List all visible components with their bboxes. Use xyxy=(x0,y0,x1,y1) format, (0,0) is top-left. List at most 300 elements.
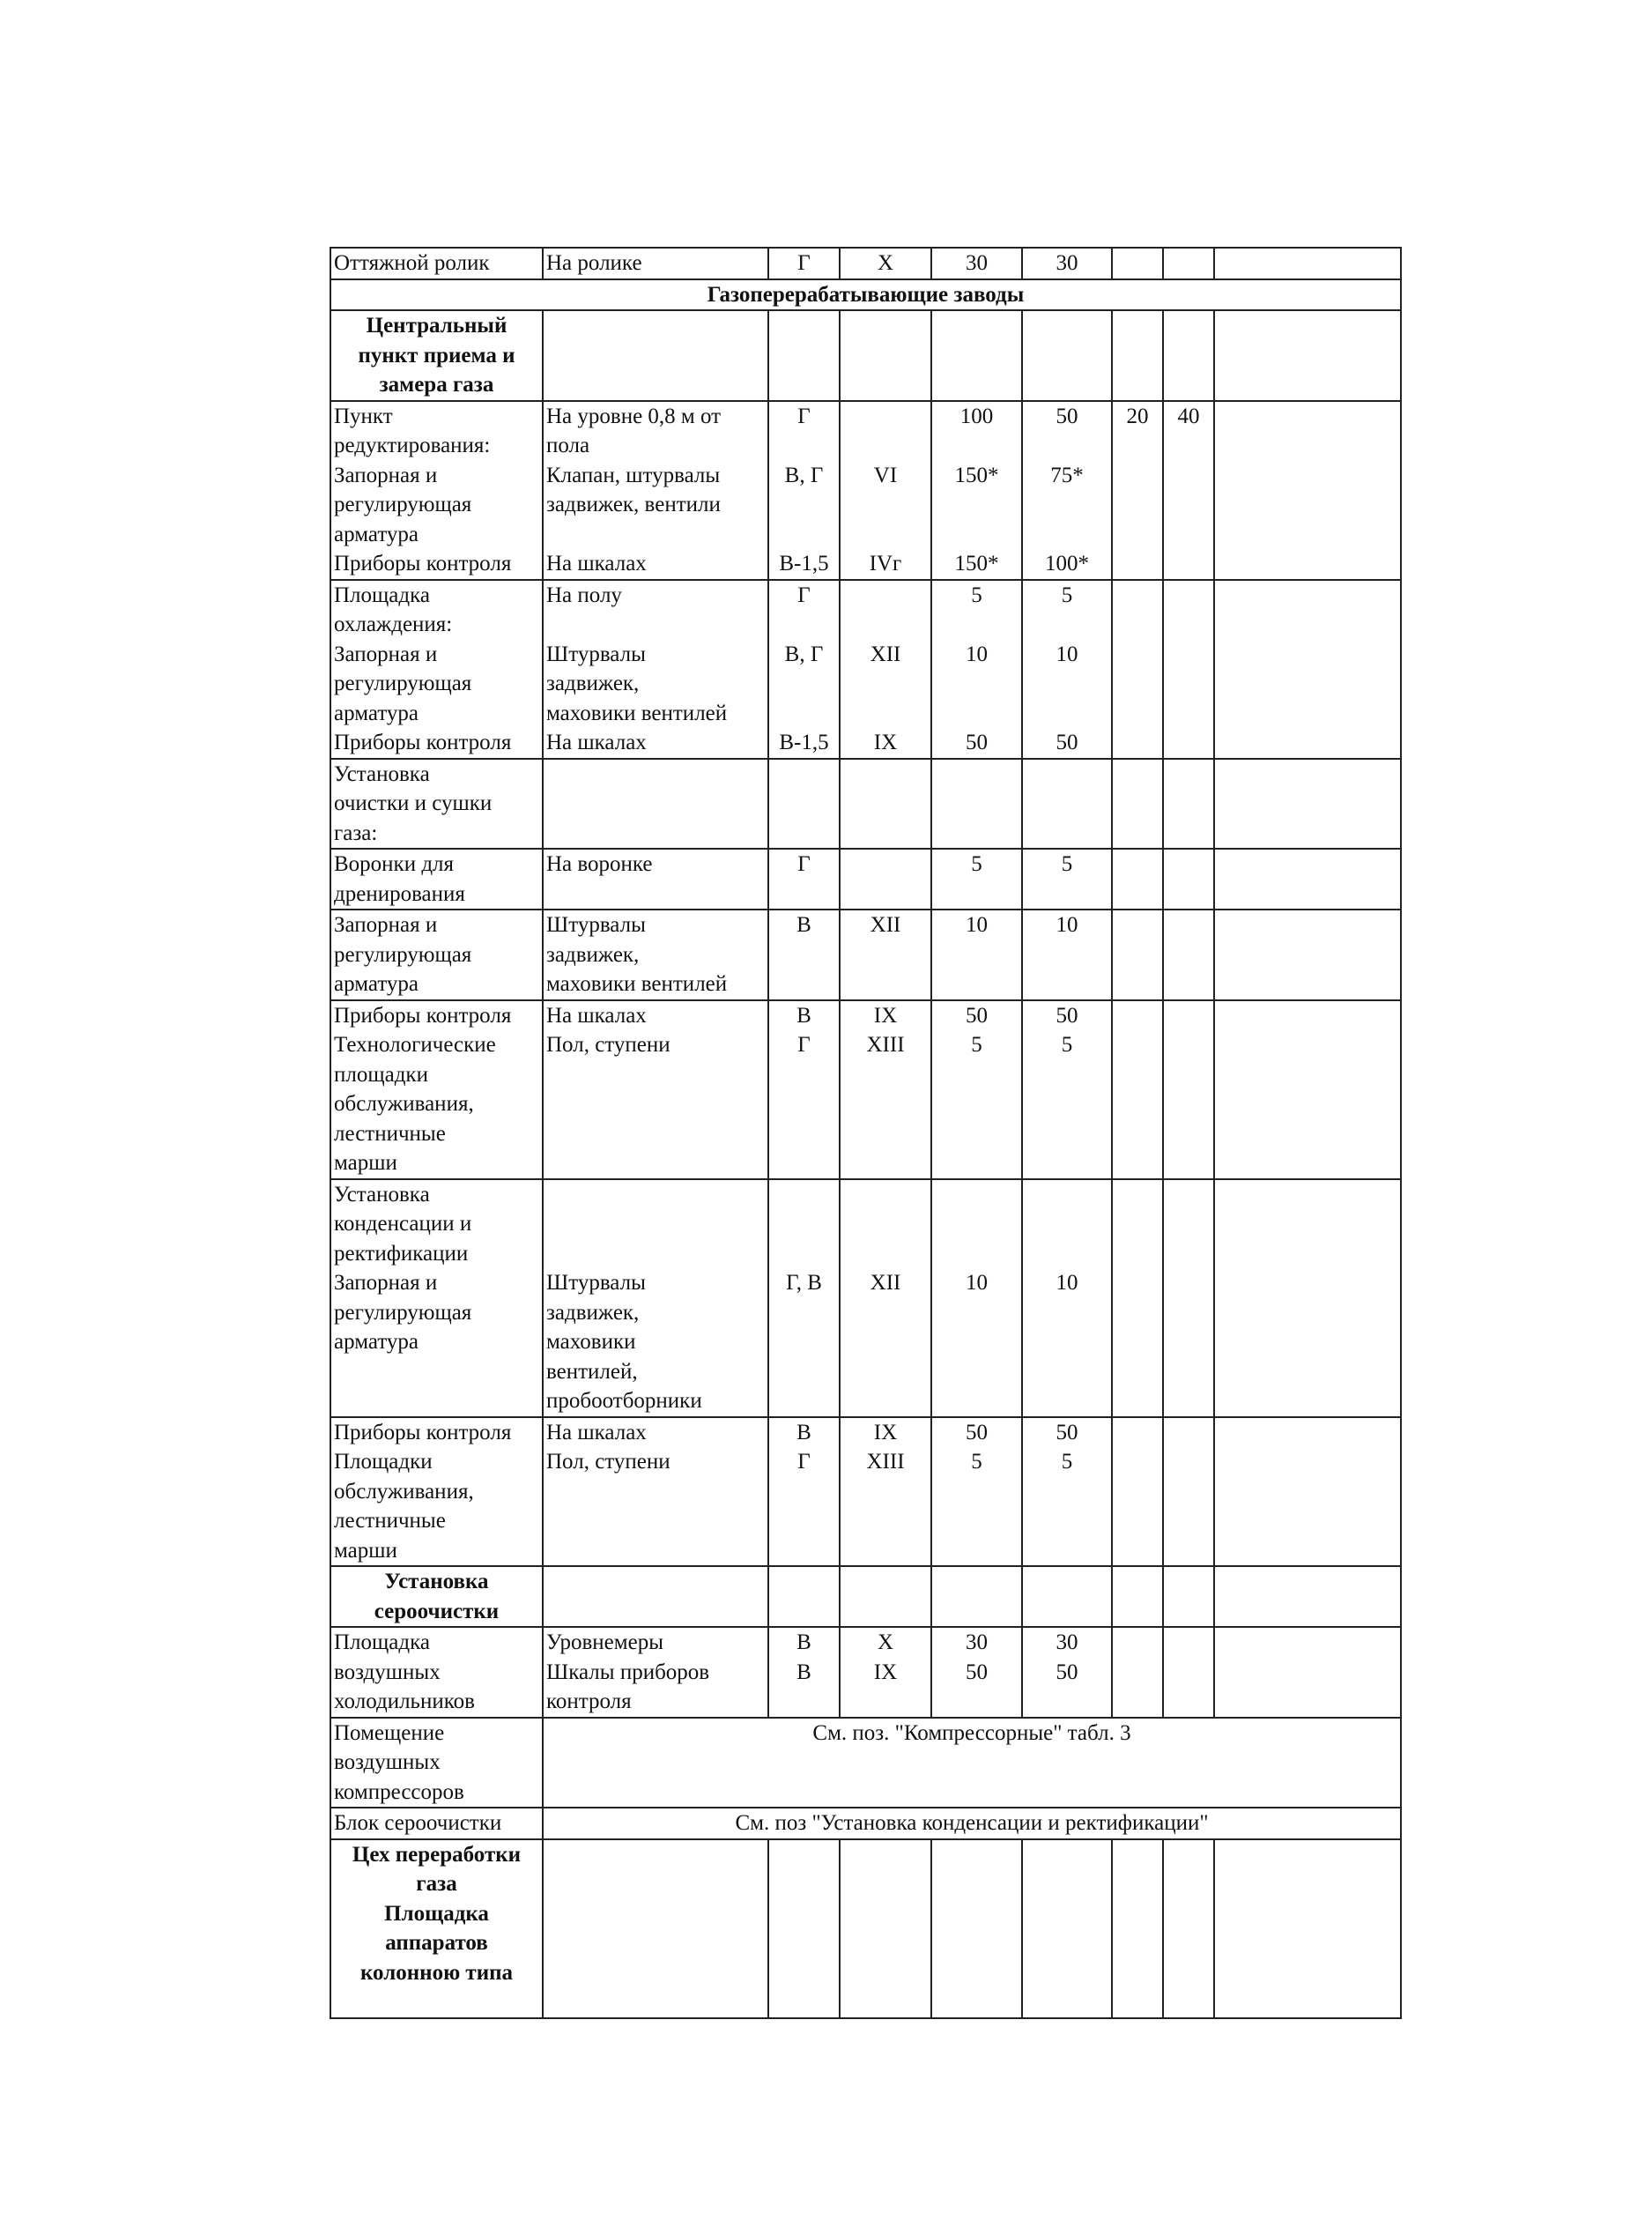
cell-line: XII xyxy=(870,1271,901,1295)
cell-line xyxy=(1026,520,1108,550)
cell-category xyxy=(840,401,931,580)
cell-line: XIII xyxy=(866,1033,905,1057)
cell-value-b xyxy=(1022,1417,1112,1567)
cell-line: 50 xyxy=(966,1660,988,1684)
cell-surface xyxy=(543,1627,768,1718)
cell-plane xyxy=(768,1000,840,1179)
table-row xyxy=(330,910,1401,1000)
cell-line: воздушных xyxy=(334,1660,441,1684)
cell-line xyxy=(546,1180,765,1210)
cell-value-a xyxy=(931,1179,1022,1417)
cell-line: Площадка xyxy=(384,1901,489,1926)
cell-line xyxy=(546,520,765,550)
cell-line: 5 xyxy=(1061,1033,1073,1057)
cell-line: На уровне 0,8 м от xyxy=(546,404,722,428)
cell-value-a xyxy=(931,401,1022,580)
cell-category xyxy=(840,1627,931,1718)
cell-value-d xyxy=(1163,849,1214,910)
cell-line: На шкалах xyxy=(546,552,647,576)
cell-value-d xyxy=(1163,1839,1214,2018)
cell-value-c xyxy=(1112,1627,1163,1718)
cell-value-b xyxy=(1022,310,1112,401)
cell-line xyxy=(772,669,836,699)
cell-line: Шкалы приборов xyxy=(546,1660,710,1684)
cell-value-d xyxy=(1163,1417,1214,1567)
cell-value-d xyxy=(1163,1566,1214,1627)
cell-line xyxy=(843,431,928,461)
cell-line: 10 xyxy=(1056,642,1078,666)
cell-value-e xyxy=(1214,248,1401,279)
cell-object xyxy=(330,1808,543,1839)
table-row xyxy=(330,580,1401,759)
reference-row xyxy=(330,1808,1401,1839)
section-title: Газоперерабатывающие заводы xyxy=(330,279,1401,311)
cell-plane xyxy=(768,1627,840,1718)
cell-object xyxy=(330,1417,543,1567)
cell-line: задвижек, вентили xyxy=(546,493,721,516)
cell-line: арматура xyxy=(334,701,419,725)
table-row xyxy=(330,1839,1401,2018)
cell-line: Блок сероочистки xyxy=(334,1811,502,1835)
cell-line: В xyxy=(796,1420,811,1444)
cell-line: газа: xyxy=(334,821,378,845)
cell-value-e xyxy=(1214,580,1401,759)
cell-line: Клапан, штурвалы xyxy=(546,463,721,487)
cell-value-d xyxy=(1163,310,1214,401)
cell-value-c xyxy=(1112,401,1163,580)
cell-plane xyxy=(768,1566,840,1627)
cell-line: На полу xyxy=(546,583,622,607)
cell-line: 5 xyxy=(971,583,982,607)
cell-value-d xyxy=(1163,248,1214,279)
cell-value-a xyxy=(931,310,1022,401)
cell-value-d xyxy=(1163,401,1214,580)
norms-table xyxy=(330,247,1402,2019)
cell-line: замера газа xyxy=(379,373,494,397)
cell-line: ректификации xyxy=(334,1241,469,1266)
cell-category xyxy=(840,310,931,401)
cell-line: регулирующая xyxy=(334,942,472,967)
cell-object xyxy=(330,1627,543,1718)
cell-line: Площадка xyxy=(334,1630,430,1654)
cell-line: 10 xyxy=(966,642,988,666)
cell-line: Установка xyxy=(384,1570,489,1593)
cell-line: Уровнемеры xyxy=(546,1630,663,1654)
cell-value-b xyxy=(1022,910,1112,1000)
section-row xyxy=(330,279,1401,311)
cell-line: Г xyxy=(797,1033,811,1057)
table-row xyxy=(330,310,1401,401)
cell-line xyxy=(843,490,928,520)
cell-line: XIII xyxy=(866,1450,905,1474)
cell-line: XII xyxy=(870,913,901,937)
cell-line: маховики вентилей xyxy=(546,972,728,996)
cell-line xyxy=(935,669,1019,699)
cell-category xyxy=(840,1000,931,1179)
cell-line xyxy=(843,610,928,640)
cell-value-a xyxy=(931,580,1022,759)
cell-line xyxy=(843,1180,928,1210)
cell-line: IX xyxy=(873,1420,898,1444)
cell-value-e xyxy=(1214,1839,1401,2018)
cell-line: 10 xyxy=(1056,1271,1078,1295)
cell-object xyxy=(330,910,543,1000)
cell-value-c xyxy=(1112,1566,1163,1627)
cell-line: 50 xyxy=(1056,1660,1078,1684)
table-row xyxy=(330,1417,1401,1567)
cell-reference: См. поз. "Компрессорные" табл. 3 xyxy=(543,1718,1401,1808)
cell-line: задвижек, xyxy=(546,1300,640,1325)
cell-line xyxy=(843,402,928,432)
cell-object xyxy=(330,1566,543,1627)
cell-line: IX xyxy=(873,1660,898,1684)
cell-surface xyxy=(543,580,768,759)
cell-object xyxy=(330,580,543,759)
cell-line: марши xyxy=(334,1538,397,1563)
cell-line: пола xyxy=(546,434,590,457)
cell-surface xyxy=(543,1179,768,1417)
cell-line: площадки xyxy=(334,1062,428,1087)
cell-value-c xyxy=(1112,910,1163,1000)
cell-line: 150* xyxy=(954,552,999,576)
cell-value-e xyxy=(1214,401,1401,580)
cell-line xyxy=(843,669,928,699)
cell-line xyxy=(772,490,836,520)
cell-line: 5 xyxy=(971,1450,982,1474)
table-row xyxy=(330,759,1401,850)
cell-line: регулирующая xyxy=(334,1300,472,1325)
cell-line: Воронки для xyxy=(334,852,455,876)
cell-line: Площадки xyxy=(334,1450,433,1474)
cell-line: 10 xyxy=(1056,913,1078,937)
cell-value-b xyxy=(1022,1627,1112,1718)
cell-line: VI xyxy=(873,463,898,487)
cell-line: Установка xyxy=(334,1182,430,1207)
cell-plane xyxy=(768,1179,840,1417)
cell-value-a xyxy=(931,759,1022,850)
cell-surface xyxy=(543,849,768,910)
cell-line: регулирующая xyxy=(334,493,472,516)
cell-line: Штурвалы xyxy=(546,1271,646,1295)
cell-line: 30 xyxy=(1056,1630,1078,1654)
cell-object: Оттяжной ролик xyxy=(330,248,543,279)
cell-line: 100 xyxy=(959,404,994,428)
cell-line xyxy=(1026,1209,1108,1239)
cell-line: 50 xyxy=(1056,731,1078,754)
cell-line: 50 xyxy=(966,731,988,754)
cell-line: Площадка xyxy=(334,583,430,607)
cell-line xyxy=(1026,490,1108,520)
cell-line: Пункт xyxy=(334,404,393,428)
cell-line xyxy=(772,699,836,729)
cell-line: В xyxy=(796,1003,811,1028)
cell-line xyxy=(843,1239,928,1269)
cell-line: Штурвалы xyxy=(546,642,646,666)
cell-line: 20 xyxy=(1126,404,1149,428)
cell-line: На воронке xyxy=(546,852,653,876)
table-body xyxy=(330,248,1401,2018)
cell-line: вентилей, xyxy=(546,1359,638,1384)
cell-line xyxy=(546,1209,765,1239)
cell-line xyxy=(772,431,836,461)
cell-line xyxy=(546,610,765,640)
cell-line xyxy=(935,1209,1019,1239)
cell-plane xyxy=(768,849,840,910)
cell-value-b xyxy=(1022,1179,1112,1417)
cell-line: На шкалах xyxy=(546,731,647,754)
cell-value-e xyxy=(1214,1627,1401,1718)
cell-line xyxy=(935,520,1019,550)
cell-line: обслуживания, xyxy=(334,1092,474,1116)
cell-line: В xyxy=(796,1630,811,1654)
cell-plane xyxy=(768,1417,840,1567)
cell-line: Штурвалы xyxy=(546,913,646,937)
cell-category xyxy=(840,910,931,1000)
cell-line: В-1,5 xyxy=(779,552,829,576)
cell-line: арматура xyxy=(334,522,419,546)
cell-plane xyxy=(768,910,840,1000)
cell-value-a xyxy=(931,1000,1022,1179)
cell-value-d xyxy=(1163,1627,1214,1718)
cell-line xyxy=(1026,431,1108,461)
cell-line: Пол, ступени xyxy=(546,1450,670,1474)
cell-line xyxy=(1026,610,1108,640)
cell-line xyxy=(772,1180,836,1210)
cell-value-a xyxy=(931,1627,1022,1718)
cell-line xyxy=(935,490,1019,520)
cell-value-c xyxy=(1112,849,1163,910)
table-row xyxy=(330,248,1401,279)
cell-category xyxy=(840,759,931,850)
cell-line: Приборы контроля xyxy=(334,1003,512,1028)
cell-value-c xyxy=(1112,310,1163,401)
cell-value-a: 30 xyxy=(931,248,1022,279)
cell-line: 150* xyxy=(954,463,999,487)
cell-line: 100* xyxy=(1045,552,1089,576)
cell-line xyxy=(772,1209,836,1239)
cell-value-d xyxy=(1163,580,1214,759)
cell-value-a xyxy=(931,1417,1022,1567)
cell-line: Запорная и xyxy=(334,1271,438,1295)
cell-line: Центральный xyxy=(366,314,507,338)
cell-line: пункт приема и xyxy=(358,343,515,368)
cell-line: 5 xyxy=(971,852,982,876)
cell-line: маховики xyxy=(546,1330,636,1354)
cell-value-b xyxy=(1022,759,1112,850)
cell-line: 30 xyxy=(966,1630,988,1654)
cell-value-a xyxy=(931,1839,1022,2018)
cell-value-c xyxy=(1112,1179,1163,1417)
cell-line xyxy=(843,520,928,550)
cell-line: марши xyxy=(334,1151,397,1175)
cell-line: регулирующая xyxy=(334,672,472,695)
cell-value-d xyxy=(1163,910,1214,1000)
cell-category xyxy=(840,1417,931,1567)
cell-surface xyxy=(543,759,768,850)
cell-line xyxy=(1026,1180,1108,1210)
table-row xyxy=(330,849,1401,910)
cell-line xyxy=(935,1239,1019,1269)
cell-line: Приборы контроля xyxy=(334,1420,512,1444)
reference-row xyxy=(330,1718,1401,1808)
cell-surface xyxy=(543,401,768,580)
cell-line: Запорная и xyxy=(334,463,438,487)
cell-line: XII xyxy=(870,642,901,666)
cell-line: арматура xyxy=(334,972,419,996)
cell-line: контроля xyxy=(546,1689,632,1713)
cell-line: сероочистки xyxy=(374,1599,500,1623)
cell-line xyxy=(935,699,1019,729)
cell-line: Цех переработки xyxy=(352,1842,522,1867)
cell-line: арматура xyxy=(334,1330,419,1354)
cell-line xyxy=(935,610,1019,640)
cell-line xyxy=(772,610,836,640)
cell-value-a xyxy=(931,910,1022,1000)
cell-category xyxy=(840,1566,931,1627)
cell-surface xyxy=(543,1417,768,1567)
cell-line: аппаратов xyxy=(385,1931,488,1955)
cell-line: 50 xyxy=(966,1420,988,1444)
cell-category xyxy=(840,580,931,759)
cell-line xyxy=(1026,699,1108,729)
cell-category: Х xyxy=(840,248,931,279)
cell-object xyxy=(330,310,543,401)
cell-category xyxy=(840,849,931,910)
cell-line: 10 xyxy=(966,913,988,937)
cell-line: 5 xyxy=(1061,1450,1073,1474)
cell-line: На шкалах xyxy=(546,1420,647,1444)
cell-line: IX xyxy=(873,731,898,754)
cell-object xyxy=(330,1179,543,1417)
cell-line: газа xyxy=(416,1872,457,1896)
cell-line: 5 xyxy=(971,1033,982,1057)
cell-line: В xyxy=(796,913,811,937)
cell-spacer xyxy=(334,1987,539,2017)
cell-line xyxy=(935,431,1019,461)
cell-line: 10 xyxy=(966,1271,988,1295)
cell-value-b xyxy=(1022,1000,1112,1179)
cell-line: Х xyxy=(877,1630,894,1654)
cell-line: 5 xyxy=(1061,583,1073,607)
cell-value-c xyxy=(1112,1839,1163,2018)
cell-line xyxy=(843,1209,928,1239)
cell-line: охлаждения: xyxy=(334,613,453,636)
cell-line: 50 xyxy=(1056,1003,1078,1028)
cell-line: В-1,5 xyxy=(779,731,829,754)
cell-line: IVг xyxy=(869,552,902,576)
cell-line: Установка xyxy=(334,761,430,786)
table-row xyxy=(330,401,1401,580)
cell-line xyxy=(843,581,928,611)
cell-value-b: 30 xyxy=(1022,248,1112,279)
cell-surface xyxy=(543,310,768,401)
cell-object xyxy=(330,1000,543,1179)
cell-line: 5 xyxy=(1061,852,1073,876)
cell-plane xyxy=(768,401,840,580)
cell-line xyxy=(843,699,928,729)
cell-line: обслуживания, xyxy=(334,1479,474,1504)
cell-value-b xyxy=(1022,580,1112,759)
cell-object xyxy=(330,1839,543,2018)
cell-value-d xyxy=(1163,759,1214,850)
cell-reference: См. поз "Установка конденсации и ректификации" xyxy=(543,1808,1401,1839)
cell-object xyxy=(330,401,543,580)
cell-surface xyxy=(543,1000,768,1179)
cell-line: В xyxy=(796,1660,811,1684)
cell-value-b xyxy=(1022,1839,1112,2018)
cell-value-e xyxy=(1214,759,1401,850)
cell-line: маховики вентилей xyxy=(546,701,728,725)
cell-line: IX xyxy=(873,1003,898,1028)
table-row xyxy=(330,1627,1401,1718)
cell-line: В, Г xyxy=(784,463,824,487)
cell-plane xyxy=(768,310,840,401)
cell-value-e xyxy=(1214,910,1401,1000)
cell-line: В, Г xyxy=(784,642,824,666)
cell-line: 40 xyxy=(1177,404,1200,428)
cell-line: Г, В xyxy=(786,1271,822,1295)
cell-line: холодильников xyxy=(334,1689,475,1713)
cell-value-c xyxy=(1112,1417,1163,1567)
cell-plane xyxy=(768,580,840,759)
cell-value-c xyxy=(1112,248,1163,279)
cell-object xyxy=(330,849,543,910)
cell-line: Г xyxy=(797,852,811,876)
cell-line: редуктирования: xyxy=(334,434,491,457)
cell-line: очистки и сушки xyxy=(334,791,493,815)
cell-line: На шкалах xyxy=(546,1003,647,1028)
cell-line: Приборы контроля xyxy=(334,731,512,754)
cell-line: 50 xyxy=(966,1003,988,1028)
cell-line: лестничные xyxy=(334,1509,446,1533)
cell-plane: Г xyxy=(768,248,840,279)
table-row xyxy=(330,1566,1401,1627)
cell-value-b xyxy=(1022,401,1112,580)
cell-value-e xyxy=(1214,1417,1401,1567)
cell-plane xyxy=(768,1839,840,2018)
cell-line: Г xyxy=(797,404,811,428)
table-row xyxy=(330,1000,1401,1179)
cell-object xyxy=(330,759,543,850)
cell-surface xyxy=(543,1566,768,1627)
cell-line xyxy=(772,520,836,550)
cell-line: лестничные xyxy=(334,1121,446,1146)
cell-line: 50 xyxy=(1056,1420,1078,1444)
cell-line: Приборы контроля xyxy=(334,552,512,576)
cell-value-a xyxy=(931,849,1022,910)
cell-line xyxy=(935,1180,1019,1210)
cell-line: Г xyxy=(797,583,811,607)
cell-object xyxy=(330,1718,543,1808)
cell-surface: На ролике xyxy=(543,248,768,279)
cell-line: колонною типа xyxy=(359,1960,514,1985)
cell-line: конденсации и xyxy=(334,1212,472,1236)
cell-value-a xyxy=(931,1566,1022,1627)
cell-value-e xyxy=(1214,310,1401,401)
cell-line: компрессоров xyxy=(334,1779,464,1804)
cell-plane xyxy=(768,759,840,850)
cell-line xyxy=(1026,669,1108,699)
cell-value-d xyxy=(1163,1000,1214,1179)
cell-value-c xyxy=(1112,759,1163,850)
cell-value-e xyxy=(1214,1179,1401,1417)
cell-surface xyxy=(543,910,768,1000)
cell-line: 75* xyxy=(1050,463,1084,487)
cell-line xyxy=(546,1239,765,1269)
cell-line: 50 xyxy=(1056,404,1078,428)
cell-line: Г xyxy=(797,1450,811,1474)
cell-line: Технологические xyxy=(334,1033,496,1057)
